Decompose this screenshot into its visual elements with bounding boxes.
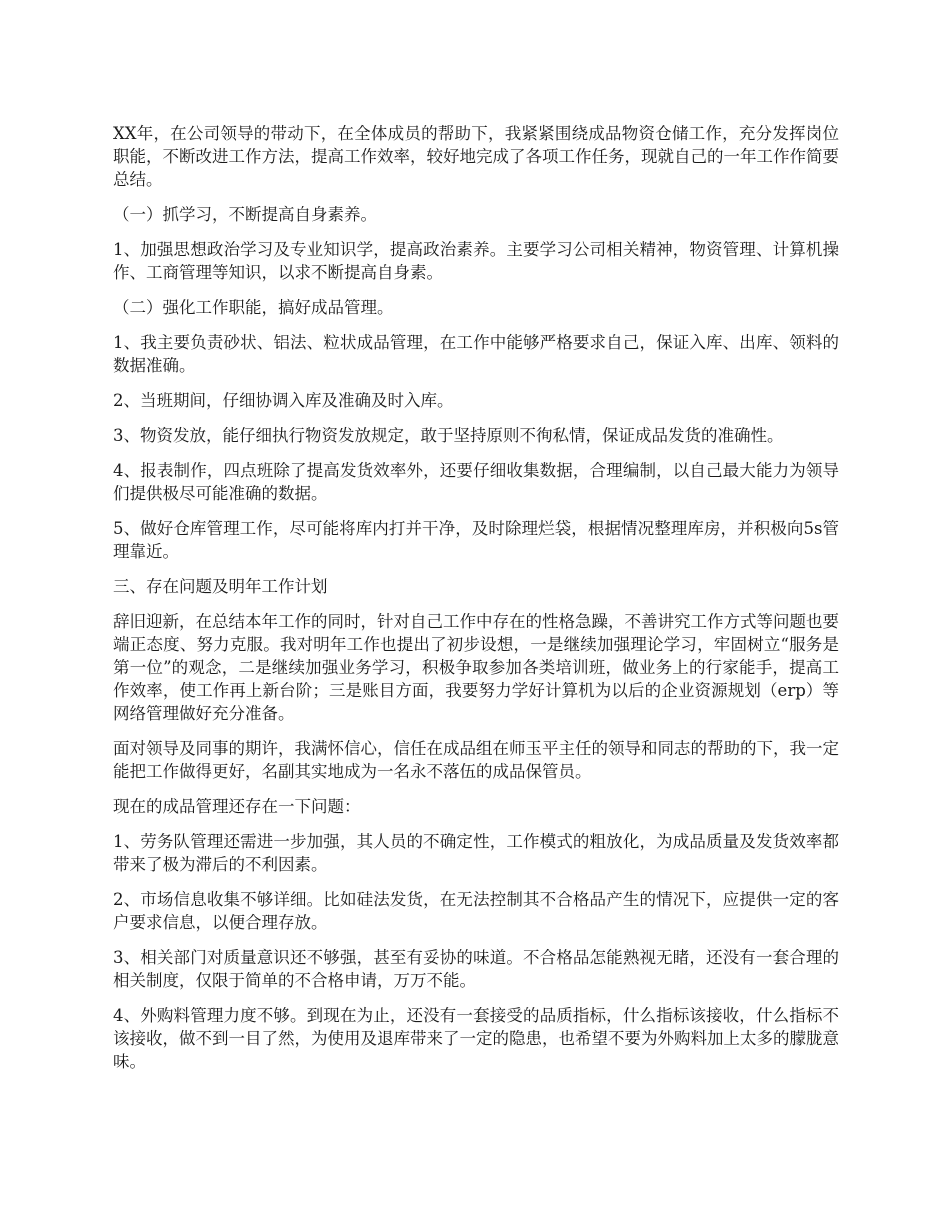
- management-item-5: 5、做好仓库管理工作，尽可能将库内打并干净，及时除理烂袋，根据情况整理库房，并积极向5s管理靠近。: [113, 519, 839, 561]
- management-item-1: 1、我主要负责砂状、铝法、粒状成品管理，在工作中能够严格要求自己，保证入库、出库、领料的数据准确。: [113, 333, 839, 375]
- management-item-4: 4、报表制作，四点班除了提高发货效率外，还要仔细收集数据，合理编制，以自己最大能力为领导们提供极尽可能准确的数据。: [113, 461, 839, 503]
- section-heading-problems-plan: 三、存在问题及明年工作计划: [113, 577, 328, 596]
- intro-paragraph: XX年，在公司领导的带动下，在全体成员的帮助下，我紧紧围绕成品物资仓储工作，充分发挥岗位职能，不断改进工作方法，提高工作效率，较好地完成了各项工作任务，现就自己的一年工作作简要总结。: [113, 124, 839, 189]
- study-item-1: 1、加强思想政治学习及专业知识学，提高政治素养。主要学习公司相关精神，物资管理、计算机操作、工商管理等知识，以求不断提高自身素。: [113, 240, 839, 282]
- management-item-3: 3、物资发放，能仔细执行物资发放规定，敢于坚持原则不徇私情，保证成品发货的准确性。: [113, 426, 784, 445]
- document-body: [113, 122, 839, 1085]
- commitment-paragraph: 面对领导及同事的期许，我满怀信心，信任在成品组在师玉平主任的领导和同志的帮助的下，我一定能把工作做得更好，名副其实地成为一名永不落伍的成品保管员。: [113, 739, 839, 781]
- problem-item-1: 1、劳务队管理还需进一步加强，其人员的不确定性，工作模式的粗放化，为成品质量及发货效率都带来了极为滞后的不利因素。: [113, 832, 839, 874]
- problem-item-4: 4、外购料管理力度不够。到现在为止，还没有一套接受的品质指标，什么指标该接收，什么指标不该接收，做不到一目了然，为使用及退库带来了一定的隐患，也希望不要为外购料加上太多的朦胧意味。: [113, 1006, 839, 1071]
- problem-item-2: 2、市场信息收集不够详细。比如硅法发货，在无法控制其不合格品产生的情况下，应提供一定的客户要求信息，以便合理存放。: [113, 890, 839, 932]
- problem-item-3: 3、相关部门对质量意识还不够强，甚至有妥协的味道。不合格品怎能熟视无睹，还没有一套合理的相关制度，仅限于简单的不合格申请，万万不能。: [113, 948, 839, 990]
- section-heading-study: （一）抓学习，不断提高自身素养。: [113, 205, 377, 224]
- plan-paragraph: 辞旧迎新，在总结本年工作的同时，针对自己工作中存在的性格急躁，不善讲究工作方式等问题也要端正态度、努力克服。我对明年工作也提出了初步设想，一是继续加强理论学习，牢固树立“服务是第一位”的观念，二是继续加强业务学习，积极争取参加各类培训班，做业务上的行家能手，提高工作效率，使工作再上新台阶；三是账目方面，我要努力学好计算机为以后的企业资源规划（erp）等网络管理做好充分准备。: [113, 612, 839, 723]
- section-heading-management: （二）强化工作职能，搞好成品管理。: [113, 298, 394, 317]
- problems-intro: 现在的成品管理还存在一下问题：: [113, 797, 361, 816]
- management-item-2: 2、当班期间，仔细协调入库及准确及时入库。: [113, 391, 454, 410]
